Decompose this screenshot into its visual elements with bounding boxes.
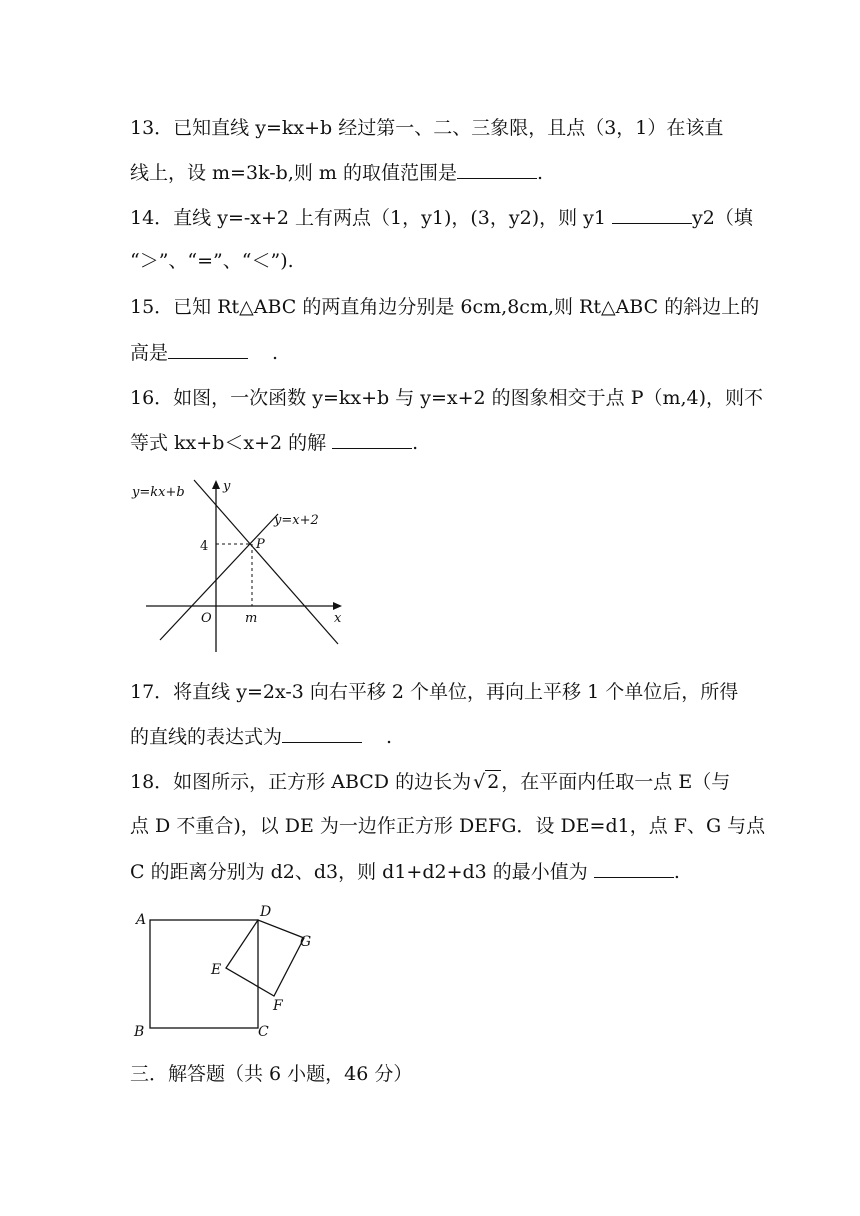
q17-line2 xyxy=(130,722,392,751)
label-g: G xyxy=(300,934,312,950)
q16-line2 xyxy=(130,428,418,457)
q17-text-2: 的直线的表达式为 xyxy=(130,726,283,748)
label-a: A xyxy=(136,912,147,928)
q17-end: . xyxy=(386,726,393,748)
q13-end: . xyxy=(536,162,544,184)
sqrt-radicand: 2 xyxy=(487,771,500,793)
q15-answer-blank[interactable] xyxy=(168,338,248,359)
q18-text-1b: ，在平面内任取一点 E（与 xyxy=(501,771,731,793)
q18-end: . xyxy=(673,861,680,883)
q16-text-2: 等式 kx+b＜x+2 的解 xyxy=(130,432,333,454)
label-x-axis: x xyxy=(334,611,342,626)
label-m: m xyxy=(245,611,258,626)
label-b: B xyxy=(134,1024,145,1040)
q14-text-1b: y2（填 xyxy=(692,207,753,229)
q14-line2 xyxy=(130,247,294,275)
label-d: D xyxy=(260,904,272,920)
q15-text-2: 高是 xyxy=(130,342,169,364)
label-y-axis: y xyxy=(223,479,231,494)
q16-line1 xyxy=(130,384,763,412)
q13-text-1: 13．已知直线 y=kx+b 经过第一、二、三象限，且点（3，1）在该直 xyxy=(130,117,724,139)
q16-end: . xyxy=(412,432,419,454)
label-e: E xyxy=(211,962,222,978)
q18-text-3: C 的距离分别为 d2、d3，则 d1+d2+d3 的最小值为 xyxy=(130,861,594,883)
q15-line2 xyxy=(130,338,278,367)
q13-text-2: 线上，设 m=3k-b,则 m 的取值范围是 xyxy=(130,162,457,184)
y-axis-arrow xyxy=(212,480,220,489)
square-defg xyxy=(226,920,304,996)
q14-line1 xyxy=(130,203,753,232)
section-three-text: 三．解答题（共 6 小题，46 分） xyxy=(130,1063,413,1085)
q18-line3 xyxy=(130,857,680,886)
q16-text-1: 16．如图，一次函数 y=kx+b 与 y=x+2 的图象相交于点 P（m,4)，则不 xyxy=(130,387,764,409)
q18-text-1a: 18．如图所示，正方形 ABCD 的边长为 xyxy=(130,771,472,793)
label-y-kx-plus-b: y=kx+b xyxy=(132,485,185,500)
q18-square-figure xyxy=(128,900,328,1042)
q17-answer-blank[interactable] xyxy=(282,722,362,743)
q15-line1 xyxy=(130,293,759,321)
q14-text-1a: 14．直线 y=-x+2 上有两点（1，y1)，(3，y2)，则 y1 xyxy=(130,207,613,229)
q14-text-2: “＞”、“=”、“＜”). xyxy=(130,250,294,272)
q15-text-1: 15．已知 Rt△ABC 的两直角边分别是 6cm,8cm,则 Rt△ABC 的斜边上的 xyxy=(130,296,760,318)
q18-text-2: 点 D 不重合)，以 DE 为一边作正方形 DEFG．设 DE=d1，点 F、G 与点 xyxy=(130,815,766,837)
label-point-p: P xyxy=(256,537,265,552)
q16-answer-blank[interactable] xyxy=(332,428,412,449)
section-three-heading xyxy=(130,1060,412,1088)
q18-line2 xyxy=(130,812,765,840)
q13-line2 xyxy=(130,158,543,187)
x-axis-arrow xyxy=(333,602,342,610)
q16-graph-figure xyxy=(128,474,358,656)
label-y-x-plus-2: y=x+2 xyxy=(274,513,319,528)
square-abcd xyxy=(150,920,258,1028)
label-origin: O xyxy=(201,611,212,626)
q14-answer-blank[interactable] xyxy=(612,203,692,224)
label-four: 4 xyxy=(200,539,209,554)
sqrt-symbol: √ 2 xyxy=(473,771,500,793)
q13-answer-blank[interactable] xyxy=(457,158,537,179)
q13-line1 xyxy=(130,114,723,142)
label-c: C xyxy=(258,1024,269,1040)
q18-line1 xyxy=(130,768,730,796)
q18-answer-blank[interactable] xyxy=(594,857,674,878)
q17-text-1: 17．将直线 y=2x-3 向右平移 2 个单位，再向上平移 1 个单位后，所得 xyxy=(130,681,739,703)
q17-line1 xyxy=(130,678,738,706)
q15-end: . xyxy=(272,342,279,364)
label-f: F xyxy=(273,998,283,1014)
line-y-x-plus-2 xyxy=(160,514,278,640)
